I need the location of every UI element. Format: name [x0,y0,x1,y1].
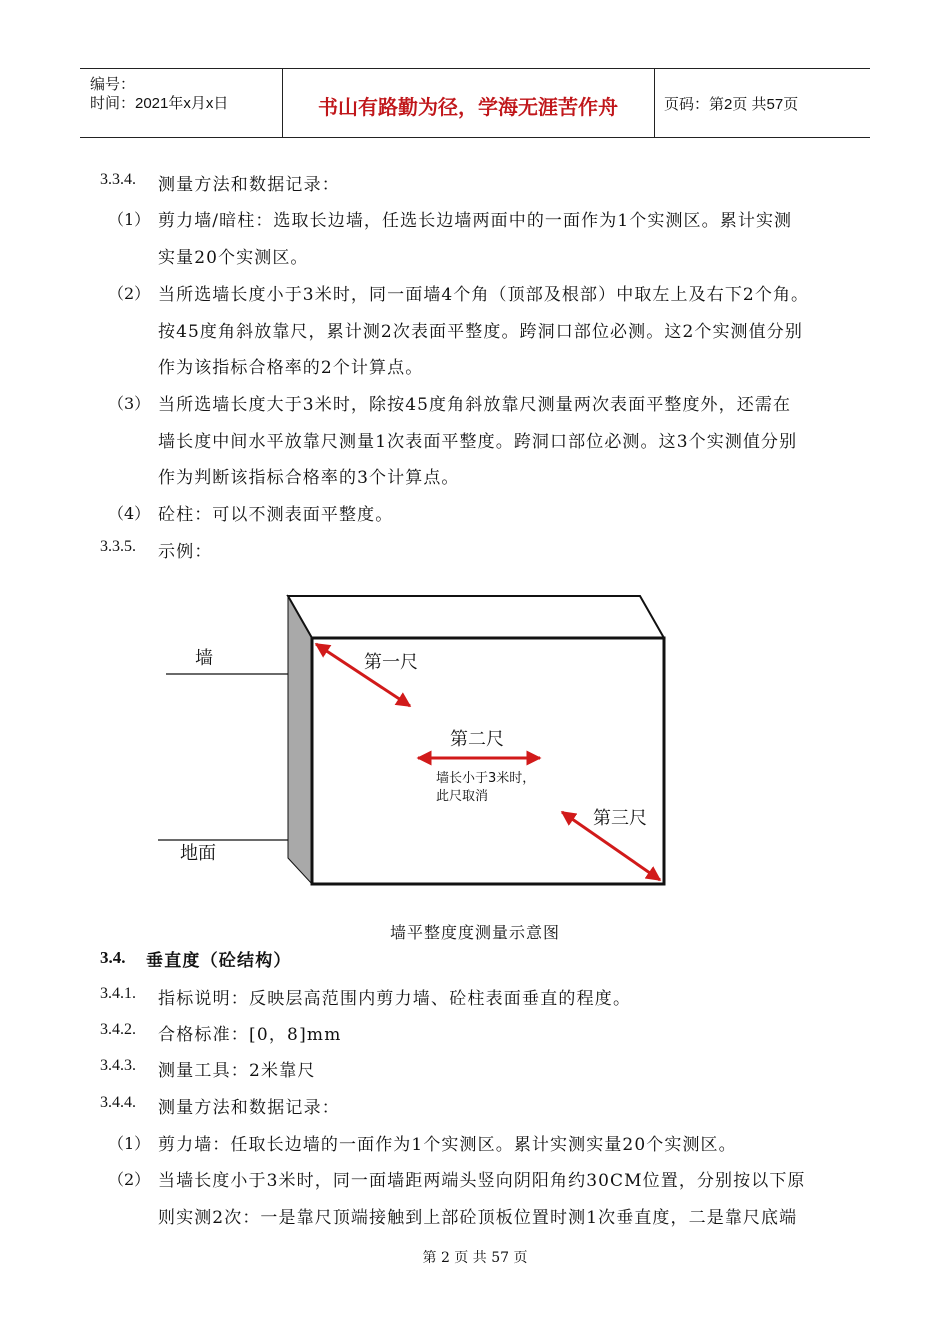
section-title: 示例： [158,542,213,562]
list-item-text: 砼柱：可以不测表面平整度。 [158,505,394,525]
list-marker: （4） [108,504,151,523]
list-marker: （3） [108,394,151,413]
header-date-label: 时间：2021年x月x日 [90,95,229,112]
wall-top-face [288,596,664,638]
label-wall: 墙 [195,648,213,669]
list-marker: （1） [108,210,151,229]
header-page-label: 页码：第2页 共57页 [664,96,799,113]
subsection-text: 测量工具：2米靠尺 [158,1061,316,1081]
label-ruler-3: 第三尺 [593,808,647,829]
note-line-2: 此尺取消 [436,789,489,804]
subsection-number: 3.4.4. [100,1094,136,1111]
subsection-text: 测量方法和数据记录： [158,1098,340,1118]
list-marker: （2） [108,284,151,303]
wall-flatness-diagram [150,588,680,893]
list-item-text: 当所选墙长度大于3米时，除按45度角斜放靠尺测量两次表面平整度外，还需在 [158,395,792,415]
header-number-label: 编号： [90,76,136,93]
label-ground: 地面 [180,843,216,864]
section-number: 3.4. [100,948,126,967]
header-motto: 书山有路勤为径，学海无涯苦作舟 [318,95,618,119]
list-item-text: 按45度角斜放靠尺，累计测2次表面平整度。跨洞口部位必测。这2个实测值分别 [158,322,803,342]
page-header [80,68,870,138]
note-line-1: 墙长小于3米时， [436,771,536,786]
section-number: 3.3.4. [100,171,136,188]
subsection-number: 3.4.1. [100,985,136,1002]
wall-side-face [288,596,312,884]
list-marker: （2） [108,1170,151,1189]
list-item-text: 当所选墙长度小于3米时，同一面墙4个角（顶部及根部）中取左上及右下2个角。 [158,285,810,305]
figure-caption: 墙平整度度测量示意图 [389,923,560,942]
list-item-text: 则实测2次：一是靠尺顶端接触到上部砼顶板位置时测1次垂直度，二是靠尺底端 [158,1208,798,1228]
label-ruler-2: 第二尺 [450,729,504,750]
subsection-number: 3.4.2. [100,1021,136,1038]
section-title: 测量方法和数据记录： [158,175,340,195]
page-footer: 第 2 页 共 57 页 [422,1250,528,1266]
list-item-text: 实量20个实测区。 [158,248,309,268]
list-item-text: 当墙长度小于3米时，同一面墙距两端头竖向阴阳角约30CM位置，分别按以下原 [158,1171,806,1191]
list-item-text: 作为该指标合格率的2个计算点。 [158,358,424,378]
list-item-text: 墙长度中间水平放靠尺测量1次表面平整度。跨洞口部位必测。这3个实测值分别 [158,432,798,452]
label-ruler-1: 第一尺 [364,652,418,673]
list-item-text: 作为判断该指标合格率的3个计算点。 [158,468,460,488]
subsection-text: 指标说明：反映层高范围内剪力墙、砼柱表面垂直的程度。 [158,989,632,1009]
section-number: 3.3.5. [100,538,136,555]
header-divider [654,69,655,137]
list-marker: （1） [108,1134,151,1153]
subsection-number: 3.4.3. [100,1057,136,1074]
subsection-text: 合格标准：[0，8]mm [158,1025,342,1045]
section-heading: 垂直度（砼结构） [146,951,292,971]
list-item-text: 剪力墙：任取长边墙的一面作为1个实测区。累计实测实量20个实测区。 [158,1135,737,1155]
list-item-text: 剪力墙/暗柱：选取长边墙，任选长边墙两面中的一面作为1个实测区。累计实测 [158,211,793,231]
